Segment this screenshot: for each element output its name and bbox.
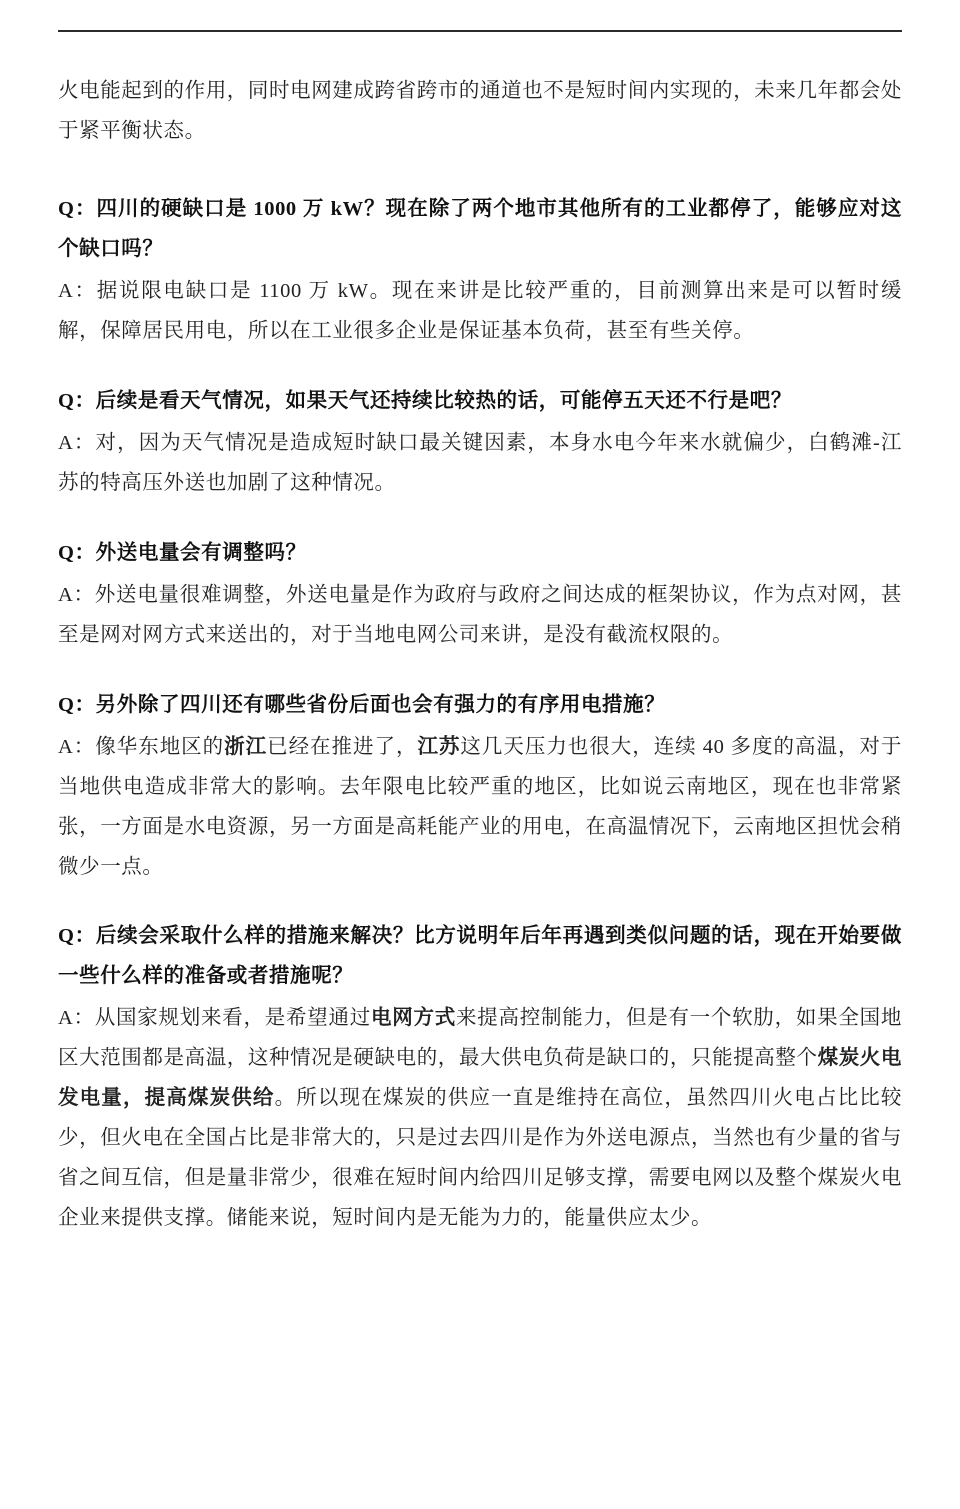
qa-item-5 (58, 917, 902, 1239)
question-text: Q：后续会采取什么样的措施来解决？比方说明年后年再遇到类似问题的话，现在开始要做一些什么样的准备或者措施呢？ (58, 925, 902, 988)
qa-item-2 (58, 382, 902, 504)
question-text: Q：另外除了四川还有哪些省份后面也会有强力的有序用电措施？ (58, 693, 666, 716)
question-text: Q：后续是看天气情况，如果天气还持续比较热的话，可能停五天还不行是吧？ (58, 389, 792, 412)
question-text: Q：外送电量会有调整吗？ (58, 541, 307, 564)
answer-text: A：像华东地区的浙江已经在推进了，江苏这几天压力也很大，连续 40 多度的高温，对于当地供电造成非常大的影响。去年限电比较严重的地区，比如说云南地区，现在也非常紧张，一方面是水电资源，另一方面是高耗能产业的用电，在高温情况下，云南地区担忧会稍微少一点。 (58, 735, 903, 878)
answer-text: A：外送电量很难调整，外送电量是作为政府与政府之间达成的框架协议，作为点对网，甚至是网对网方式来送出的，对于当地电网公司来讲，是没有截流权限的。 (58, 583, 902, 646)
document-body (58, 32, 902, 1239)
qa-item-4 (58, 686, 902, 888)
qa-item-3 (58, 534, 902, 656)
answer-text: A：据说限电缺口是 1100 万 kW。现在来讲是比较严重的，目前测算出来是可以暂时缓解，保障居民用电，所以在工业很多企业是保证基本负荷，甚至有些关停。 (58, 279, 902, 342)
intro-paragraph: 火电能起到的作用，同时电网建成跨省跨市的通道也不是短时间内实现的，未来几年都会处于紧平衡状态。 (58, 80, 902, 142)
section-spacer (58, 178, 902, 190)
qa-item-1 (58, 190, 902, 352)
question-text: Q：四川的硬缺口是 1000 万 kW？现在除了两个地市其他所有的工业都停了，能够应对这个缺口吗？ (58, 197, 902, 260)
answer-text: A：对，因为天气情况是造成短时缺口最关键因素，本身水电今年来水就偏少，白鹤滩-江苏的特高压外送也加剧了这种情况。 (58, 431, 902, 494)
answer-text: A：从国家规划来看，是希望通过电网方式来提高控制能力，但是有一个软肋，如果全国地区大范围都是高温，这种情况是硬缺电的，最大供电负荷是缺口的，只能提高整个煤炭火电发电量，提高煤炭供给。所以现在煤炭的供应一直是维持在高位，虽然四川火电占比比较少，但火电在全国占比是非常大的，只是过去四川是作为外送电源点，当然也有少量的省与省之间互信，但是量非常少，很难在短时间内给四川足够支撑，需要电网以及整个煤炭火电企业来提供支撑。储能来说，短时间内是无能为力的，能量供应太少。 (58, 1007, 903, 1230)
